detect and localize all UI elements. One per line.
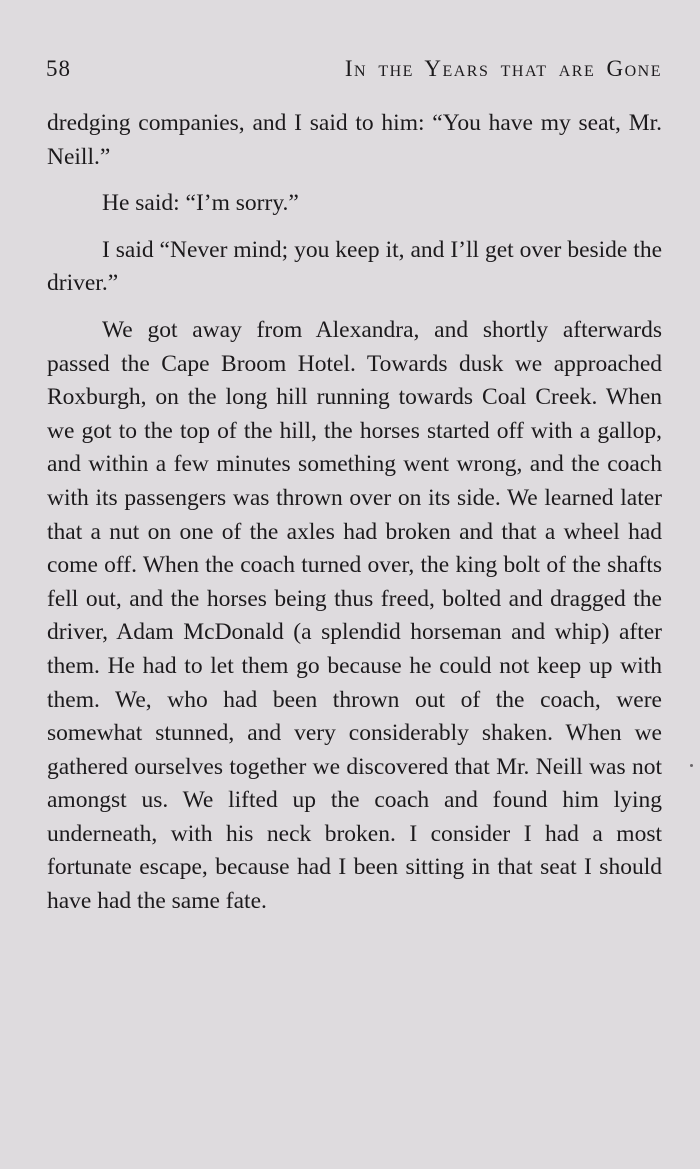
paragraph-continuation: dredging companies, and I said to him: “You have my seat, Mr. Neill.” — [47, 110, 662, 170]
running-title: In the Years that are Gone — [344, 56, 662, 81]
print-speck — [690, 764, 693, 767]
page-number: 58 — [46, 56, 71, 81]
paragraph-he-said: He said: “I’m sorry.” — [102, 190, 299, 217]
body-text — [47, 107, 662, 932]
paragraph-never-mind: I said “Never mind; you keep it, and I’ll get over beside the driver.” — [47, 236, 662, 297]
paragraph-coach-accident: We got away from Alexandra, and shortly afterwards passed the Cape Broom Hotel. Towards dusk we approached Roxburgh, on the long hill running towards Coal Creek. When we got to the top of the hill, the horses started off with a gallop, and within a few minutes something went wrong, and the coach with its passengers was thrown over on its side. We learned later that a nut on one of the axles had broken and that a wheel had come off. When the coach turned over, the king bolt of the shafts fell out, and the horses being thus freed, bolted and dragged the driver, Adam McDonald (a splendid horseman and whip) after them. He had to let them go because he could not keep up with them. We, who had been thrown out of the coach, were somewhat stunned, and very considerably shaken. When we gathered ourselves together we discovered that Mr. Neill was not amongst us. We lifted up the coach and found him lying underneath, with his neck broken. I consider I had a most fortunate escape, because had I been sitting in that seat I should have had the same fate. — [47, 316, 662, 915]
page-header — [46, 56, 662, 88]
